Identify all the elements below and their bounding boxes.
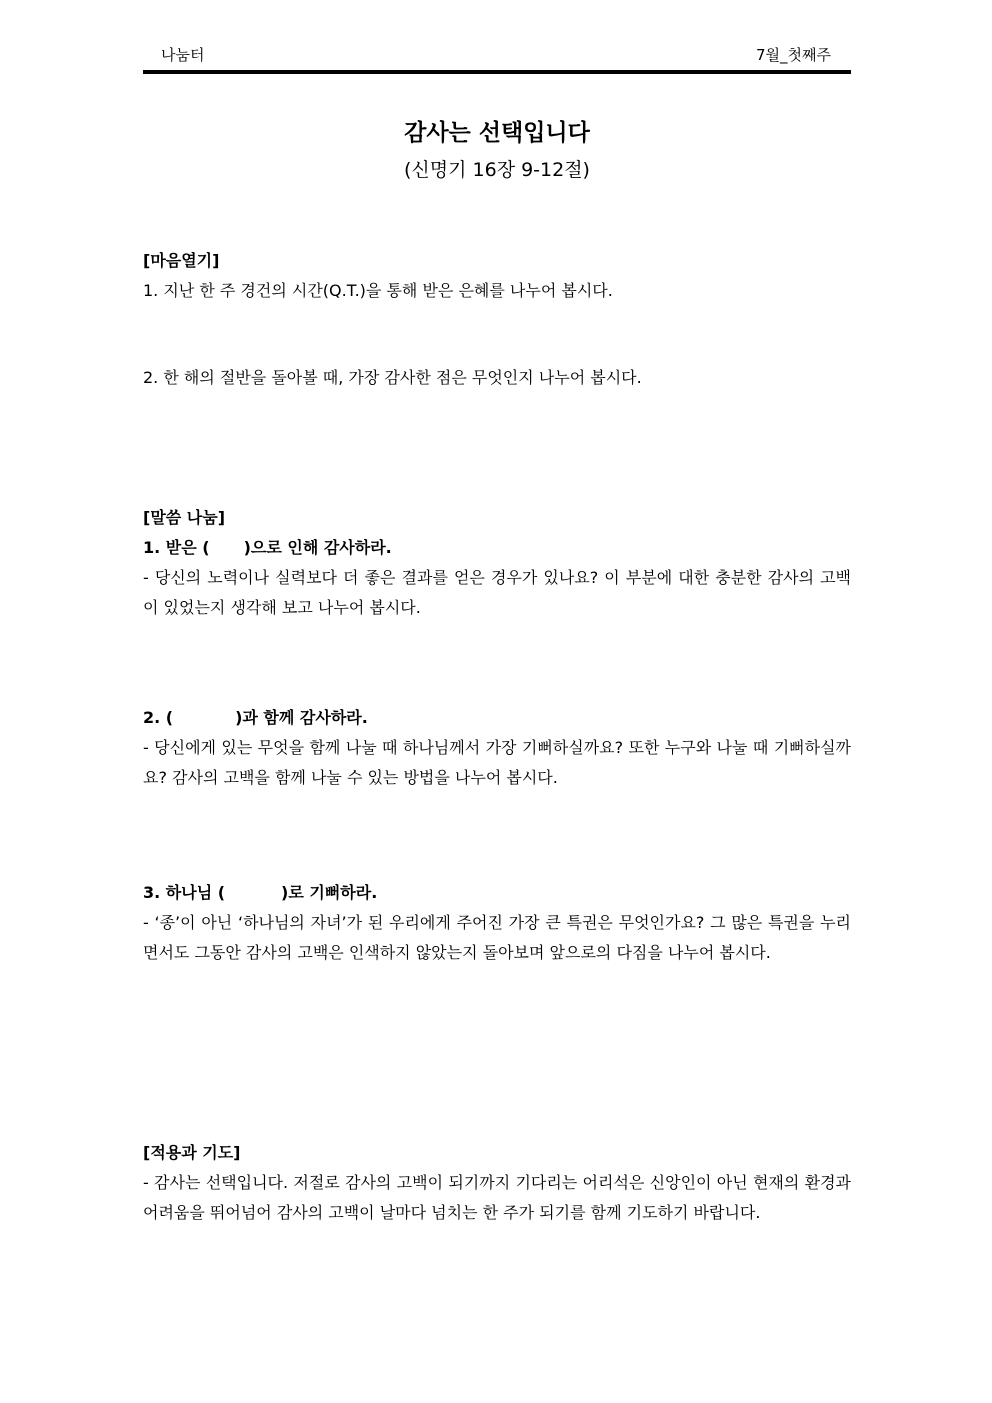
word-point-3-title-post: )로 기뻐하라. xyxy=(281,883,378,902)
word-point-1-title-post: )으로 인해 감사하라. xyxy=(243,538,392,557)
word-point-3-title xyxy=(143,878,851,908)
word-point-1-title xyxy=(143,533,851,563)
word-point-2-title-post: )과 함께 감사하라. xyxy=(235,708,368,727)
scripture-reference: (신명기 16장 9-12절) xyxy=(404,159,590,181)
word-point-3-body: - ‘종’이 아닌 ‘하나님의 자녀’가 된 우리에게 주어진 가장 큰 특권은 무엇인가요? 그 많은 특권을 누리면서도 그동안 감사의 고백은 인색하지 않았는지 돌아보며 앞으로의 다짐을 나누어 봅시다. xyxy=(143,913,851,962)
word-point-3 xyxy=(143,878,851,968)
page-header xyxy=(143,40,851,73)
opening-section xyxy=(143,246,851,306)
opening-question-2: 2. 한 해의 절반을 돌아볼 때, 가장 감사한 점은 무엇인지 나누어 봅시다. xyxy=(143,368,642,387)
word-point-2-body: - 당신에게 있는 무엇을 함께 나눌 때 하나님께서 가장 기뻐하실까요? 또한 누구와 나눌 때 기뻐하실까요? 감사의 고백을 함께 나눌 수 있는 방법을 나누어 봅시다. xyxy=(143,738,851,787)
word-point-2 xyxy=(143,703,851,793)
header-divider xyxy=(143,70,851,74)
opening-question-1: 1. 지난 한 주 경건의 시간(Q.T.)을 통해 받은 은혜를 나누어 봅시다. xyxy=(143,281,613,300)
apply-section xyxy=(143,1138,851,1228)
word-point-1-title-pre: 1. 받은 ( xyxy=(143,538,210,557)
apply-heading: [적용과 기도] xyxy=(143,1143,241,1162)
word-point-3-title-pre: 3. 하나님 ( xyxy=(143,883,226,902)
header-section-label: 나눔터 xyxy=(161,46,205,64)
word-heading: [말씀 나눔] xyxy=(143,508,226,527)
word-point-2-title-pre: 2. ( xyxy=(143,708,174,727)
opening-question-2-block xyxy=(143,363,851,393)
word-section xyxy=(143,503,851,623)
word-point-2-title xyxy=(143,703,851,733)
opening-heading: [마음열기] xyxy=(143,251,220,270)
word-point-1-body: - 당신의 노력이나 실력보다 더 좋은 결과를 얻은 경우가 있나요? 이 부분에 대한 충분한 감사의 고백이 있었는지 생각해 보고 나누어 봅시다. xyxy=(143,568,851,617)
page-title: 감사는 선택입니다 xyxy=(404,120,590,146)
apply-body: - 감사는 선택입니다. 저절로 감사의 고백이 되기까지 기다리는 어리석은 신앙인이 아닌 현재의 환경과 어려움을 뛰어넘어 감사의 고백이 날마다 넘치는 한 주가 되기를 함께 기도하기 바랍니다. xyxy=(143,1173,851,1222)
header-week-label: 7월_첫째주 xyxy=(755,46,831,64)
